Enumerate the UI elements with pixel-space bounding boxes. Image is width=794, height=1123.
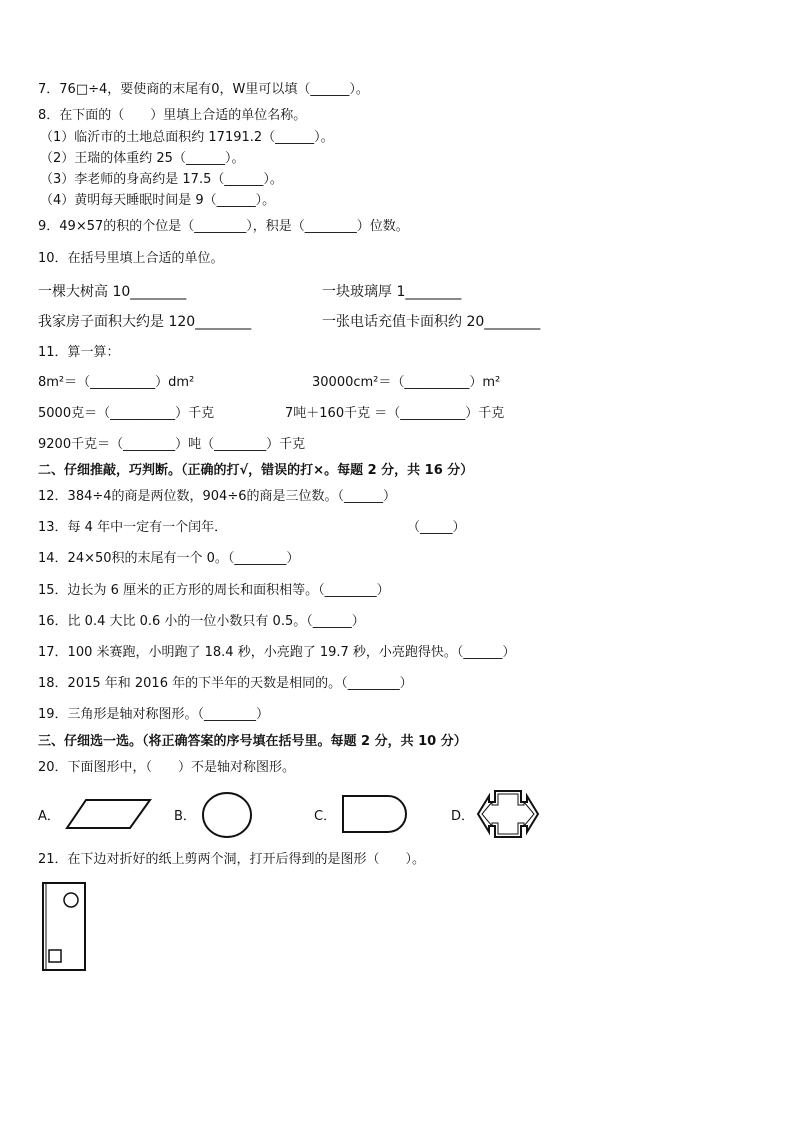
section-3-heading: 三、仔细选一选。（将正确答案的序号填在括号里。每题 2 分，共 10 分）	[38, 734, 467, 749]
question-10-d: 一张电话充值卡面积约 20________	[322, 314, 541, 330]
question-18: 18．2015 年和 2016 年的下半年的天数是相同的。（________）	[38, 676, 413, 691]
question-10-a: 一棵大树高 10________	[38, 284, 187, 300]
question-8: 8．在下面的（ ）里填上合适的单位名称。	[38, 108, 307, 123]
circle-icon	[201, 791, 253, 843]
folded-paper-icon	[40, 880, 88, 978]
question-21: 21．在下边对折好的纸上剪两个洞，打开后得到的是图形（ ）。	[38, 852, 426, 867]
parallelogram-icon	[64, 797, 154, 835]
option-b-label: B．	[174, 809, 196, 824]
cross-arrows-icon	[475, 788, 541, 844]
question-11-a: 8m²＝（__________）dm²	[38, 375, 195, 390]
question-16: 16．比 0.4 大比 0.6 小的一位小数只有 0.5。（______）	[38, 614, 365, 629]
option-a-label: A．	[38, 809, 60, 824]
question-11-c: 5000克＝（__________）千克	[38, 406, 215, 421]
question-8-part-3: （3）李老师的身高约是 17.5（______）。	[40, 172, 283, 187]
question-10-b: 一块玻璃厚 1________	[322, 284, 462, 300]
question-11-e: 9200千克＝（________）吨（________）千克	[38, 437, 306, 452]
question-9: 9．49×57的积的个位是（________），积是（________）位数。	[38, 219, 409, 234]
option-c-label: C．	[314, 809, 337, 824]
question-7: 7．76□÷4，要使商的末尾有0，W里可以填（______）。	[38, 82, 369, 97]
question-11-b: 30000cm²＝（__________）m²	[312, 375, 501, 390]
question-17: 17．100 米赛跑，小明跑了 18.4 秒，小亮跑了 19.7 秒，小亮跑得快。（______）	[38, 645, 516, 660]
question-10-c: 我家房子面积大约是 120________	[38, 314, 252, 330]
option-d-label: D．	[451, 809, 475, 824]
question-19: 19．三角形是轴对称图形。（________）	[38, 707, 270, 722]
question-8-part-4: （4）黄明每天睡眠时间是 9（______）。	[40, 193, 276, 208]
question-10: 10．在括号里填上合适的单位。	[38, 251, 224, 266]
question-13-blank: （_____）	[407, 520, 466, 535]
question-8-part-1: （1）临沂市的土地总面积约 17191.2（______）。	[40, 130, 334, 145]
question-15: 15．边长为 6 厘米的正方形的周长和面积相等。（________）	[38, 583, 390, 598]
question-14: 14．24×50积的末尾有一个 0。（________）	[38, 551, 300, 566]
section-2-heading: 二、仔细推敲，巧判断。（正确的打√，错误的打×。每题 2 分，共 16 分）	[38, 463, 474, 478]
question-13: 13．每 4 年中一定有一个闰年．	[38, 520, 228, 535]
question-12: 12．384÷4的商是两位数，904÷6的商是三位数。（______）	[38, 489, 396, 504]
question-20: 20．下面图形中，（ ）不是轴对称图形。	[38, 760, 296, 775]
question-11: 11．算一算：	[38, 345, 120, 360]
question-8-part-2: （2）王瑞的体重约 25（______）。	[40, 151, 245, 166]
rounded-rectangle-icon	[340, 793, 410, 839]
question-11-d: 7吨＋160千克 ＝（__________）千克	[285, 406, 505, 421]
